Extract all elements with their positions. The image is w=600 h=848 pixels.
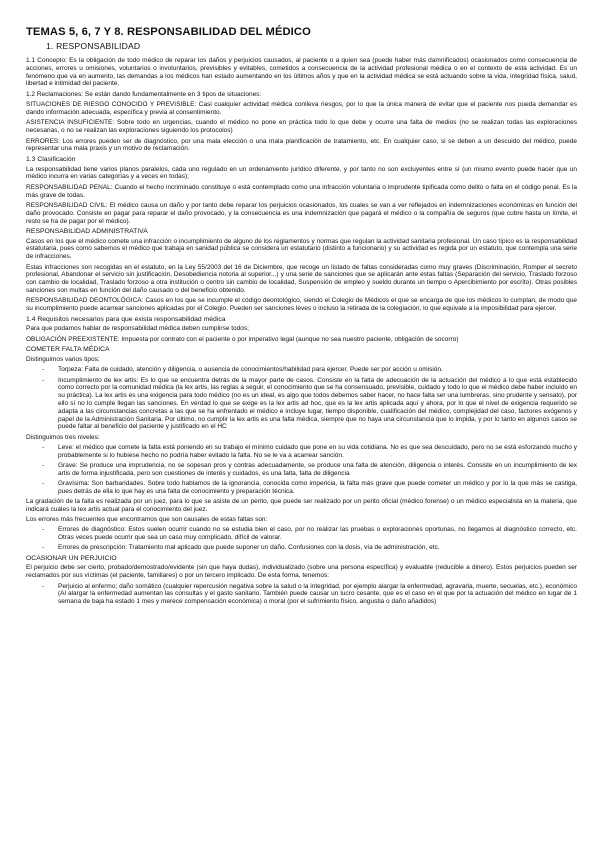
list-item: - Torpeza: Falta de cuidado, atención y diligencia, o ausencia de conocimientos/habilidad para ejercer. Puede ser por acción u omisión. [58,366,577,374]
list-item: - Perjuicio al enfermo; daño somático (cualquier repercusión negativa sobre la salud o la integridad, por ejemplo alargar la enfermedad, agravarla, muerte, secuelas, etc.), económico (Al alargar la enfermedad aumentan las consultas y el gasto sanitario. También puede causar un lucro cesante, que es el caso en el que por la actuación del médico en lugar de 1 semana de baja ha estado 1 mes y merece compensación económica) o moral (por el sufrimiento físico, angustia o daño añadidos) [58,583,577,606]
paragraph-perjuicio: El perjuicio debe ser cierto, probado/demostrado/evidente (sin que haya dudas), individualizado (sobre una persona específica) y evaluable (reducible a dinero). Estos perjuicios pueden ser reclamados por sus víctimas (el paciente, familiares) o por un tercero implicado. De esta forma, tenemos: [26,564,577,580]
document-title: TEMAS 5, 6, 7 Y 8. RESPONSABILIDAD DEL MÉDICO [26,26,311,38]
heading-cometer-falta: COMETER FALTA MÉDICA [26,346,110,354]
section-heading-responsabilidad: 1. RESPONSABILIDAD [46,41,141,51]
paragraph-requisitos: Para que podamos hablar de responsabilidad médica deben cumplirse todos; [26,325,249,333]
list-item: - Incumplimiento de lex artis: Es lo que se encuentra detrás de la mayor parte de casos. Consiste en la falta de adecuación de la actuación del médico a lo que está establecido como correcto por la comunidad médica (la lex artis, las reglas a seguir, el conocimiento que se ha consensuado, previsible, cuidado y todo lo que el médico debe haber incluido en su práctica). La lex artis es una exigencia para todo médico (no es un ideal, es algo que todos debemos saber hacer, no hace falta ser una lumbreras, sino prudente y sensato), por ello sí no lo cumple llegan las sanciones. En verdad lo que se exige es la lex artis ad hoc, que es la lex artis aplicada aquí y ahora, por lo que el nivel de exigencia requerido se adapta a las circunstancias concretas a las que se ha enfrentado el médico e incluye lugar, tiempo disponible, cualificación del médico, complejidad del caso, factores exógenos y papel de la Administración Sanitaria. Por último, no cumplir la lex artis es una falta médica, siempre que no haya una circunstancia que lo impida, y por lo tanto en algunos casos se puede faltar al beneficio del paciente y justificado en el HC [58,377,577,432]
paragraph-obligacion-preexistente: OBLIGACIÓN PREEXISTENTE: Impuesta por contrato con el paciente o por imperativo legal (aunque no sea nuestro paciente, obligación de socorro) [26,335,459,343]
list-tipos-falta [26,366,577,431]
paragraph-distinguimos-niveles: Distinguimos tres niveles: [26,433,100,441]
paragraph-asistencia-insuficiente: ASISTENCIA INSUFICIENTE: Sobre todo en urgencias, cuando el médico no pone en práctica todo lo que debe y ocurre una falta de medios (no se realizan todas las exploraciones necesarias, o no se realizan las exploraciones siguiendo los protocolos) [26,119,577,135]
paragraph-situaciones-riesgo: SITUACIONES DE RIESGO CONOCIDO Y PREVISIBLE: Casi cualquier actividad médica conlleva riesgos, por lo que la única manera de evitar que el paciente nos pueda demandar es dando información adecuada, específica y previa al consentimiento. [26,101,577,116]
list-item: - Leve: el médico que comete la falta está poniendo en su trabajo el mínimo cuidado que pone en su vida cotidiana. No es que sea descuidado, pero no se está esforzando mucho y probablemente si lo hubiese hecho no podría haber evitado la falta. No se le va a acarrear sanción. [58,444,577,460]
list-item: - Errores de diagnóstico: Estos suelen ocurrir cuando no se estudia bien el caso, por no realizar las pruebas o exploraciones oportunas, no llegamos al diagnóstico correcto, etc. Otras veces puede ocurrir que sea un caso muy complicado, difícil de valorar. [58,526,577,542]
paragraph-reclamaciones: 1.2 Reclamaciones: Se están dando fundamentalmente en 3 tipos de situaciones: [26,90,262,98]
heading-requisitos: 1.4 Requisitos necesarios para que exista responsabilidad médica [26,315,226,323]
paragraph-gradacion: La gradación de la falta es realizada por un juez, para lo que se asiste de un perito, que puede ser realizado por un perito oficial (médico forense) o un médico especialista en la materia, que indicará cuáles la lex artis actual para el conocimiento del juez. [26,497,577,513]
paragraph-concepto: 1.1 Concepto: Es la obligación de todo médico de reparar los daños y perjuicios causados, al paciente o a quien sea (puede haber más damnificados) ocasionados como consecuencia de acciones, errores u omisiones, voluntarios o involuntarios, previsibles y evitables, cometidos a consecuencia de la actividad profesional médica o en el contexto de esta actividad. Es un fenómeno que va en aumento, las demandas a los médicos han estado aumentando en los últimos años y que en la actividad médica se está actuando sobre la vida, integridad física, salud, libertad e intimidad del paciente. [26,57,577,88]
list-errores-frecuentes [26,526,577,552]
list-item: - Errores de prescripción: Tratamiento mal aplicado que puede suponer un daño. Confusiones con la dosis, vía de administración, etc. [58,544,577,552]
list-perjuicio [26,583,577,606]
paragraph-errores: ERRORES: Los errores pueden ser de diagnóstico, por una mala elección o una mala planificación de tratamiento, etc. En cualquier caso, si se deben a un descuido del médico, puede representar una mala praxis y un motivo de reclamación. [26,137,577,153]
list-item: - Gravísima: Son barbaridades. Sobre todo hablamos de la ignorancia, conocida como impericia, la falta más grave que puede cometer un médico y por lo la que más se castiga, pues detrás de ella lo que hay es una falta de conocimiento y preparación técnica. [58,480,577,496]
list-niveles-falta [26,444,577,496]
paragraph-clasificacion: La responsabilidad tiene varios planos paralelos, cada uno regulado en un ordenamiento jurídico diferente, y por tanto no son excluyentes entre sí (un mismo evento puede hacer que un médico incurra en varias categorías y a veces en todas); [26,165,577,181]
paragraph-responsabilidad-civil: RESPONSABILIDAD CIVIL: El médico causa un daño y por tanto debe reparar los perjuicios ocasionados, los cuales se van a ver reflejados en indemnizaciones económicas en función del daño provocado. Consiste en pagar para reparar el daño provocado, y la consecuencia es una indemnización que pagará el médico o la compañía de seguros (que cubre hasta un límite, el resto se ha de pagar por el médico). [26,201,577,225]
heading-ocasionar-perjuicio: OCASIONAR UN PERJUICIO [26,554,117,562]
paragraph-administrativa-2: Estas infracciones son recogidas en el estatuto, en la Ley 55/2003 del 16 de Diciembre, que recoge un listado de faltas consideradas como muy graves (Discriminación, Romper el secreto profesional, Abandonar el servicio sin justificación, Desobediencia notoria al superior...) y una serie de sanciones que se aplicarán ante estas faltas (Separación del servicio, Traslado forzoso con cambio de localidad, Traslado forzoso a otra institución o centro sin cambio de localidad, Suspensión de empleo y sueldo durante un tiempo o Apercibimiento por escrito). Otras posibles sanciones son multas en función del daño causado o del beneficio obtenido. [26,263,577,295]
paragraph-responsabilidad-deontologica: RESPONSABILIDAD DEONTOLÓGICA: Casos en los que se incumple el código deontológico, siendo el Colegio de Médicos el que se encarga de que los médicos lo cumplan, de modo que su incumplimiento puede acarrear sanciones aplicadas por el Colegio. Pueden ser sanciones leves o incluso la retirada de la colegiación, lo que equivale a la imposibilidad para ejercer. [26,297,577,313]
heading-responsabilidad-administrativa: RESPONSABILIDAD ADMINISTRATIVA [26,227,148,235]
heading-clasificacion: 1.3 Clasificación [26,155,76,163]
paragraph-administrativa-1: Casos en los que el médico comete una infracción o incumplimiento de alguno de los reglamentos y normas que regulan la actividad sanitaria profesional. Un caso típico es la responsabilidad estatutaria, pues como sabemos el médico que trabaja en sanidad pública se considera un estatutario (distinto a funcionario) y su actividad es regida por un estatuto, que contempla una serie de infracciones. [26,237,577,261]
paragraph-errores-frecuentes: Los errores más frecuentes que encontramos que son causales de estas faltas son: [26,516,268,524]
paragraph-responsabilidad-penal: RESPONSABILIDAD PENAL: Cuando el hecho incriminado constituye o está contemplado como una infracción voluntaria o imprudente tipificada como delito o falta en el código penal. Es la más grave de todas. [26,183,577,199]
list-item: - Grave: Se produce una imprudencia, no se sopesan pros y contras adecuadamente, se produce una falta de atención, diligencia o interés. Consiste en un incumplimiento de lex artis de forma injustificada, pero son cuestiones de interés y cuidados, es una falta, falta de diligencia [58,462,577,478]
paragraph-distinguimos-tipos: Distinguimos varios tipos; [26,356,100,364]
